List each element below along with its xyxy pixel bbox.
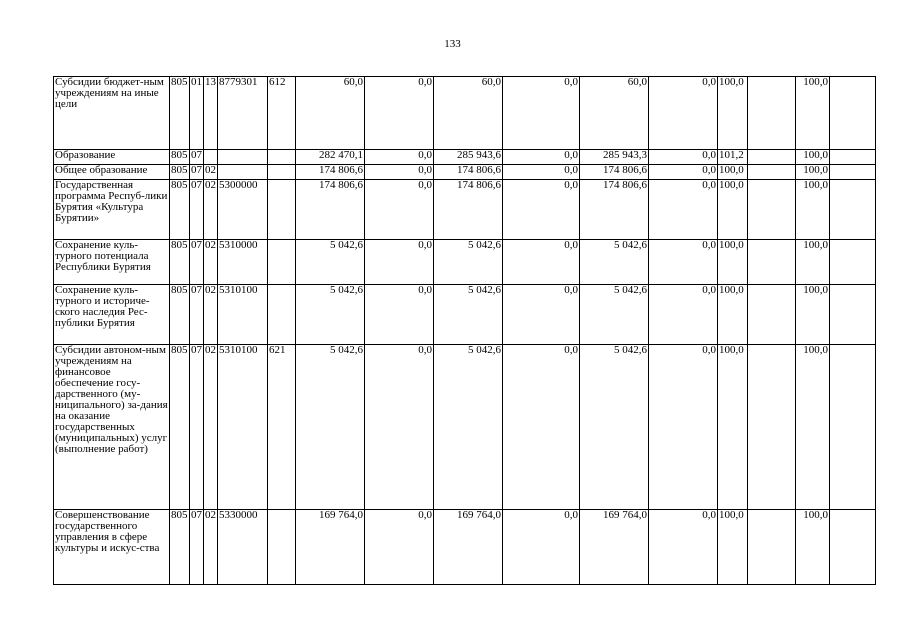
cell-percent: 100,0 xyxy=(718,285,748,345)
cell-value: 5 042,6 xyxy=(296,240,365,285)
cell-ministry: 805 xyxy=(170,77,190,150)
cell-percent: 100,0 xyxy=(718,345,748,510)
cell-value: 285 943,3 xyxy=(580,150,649,165)
cell-ministry: 805 xyxy=(170,285,190,345)
table-row xyxy=(54,345,876,510)
cell-section: 07 xyxy=(190,285,204,345)
cell-name: Государственная программа Респуб-лики Бурятия «Культура Бурятии» xyxy=(54,180,170,240)
cell-value: 0,0 xyxy=(649,77,718,150)
cell-name: Сохранение куль-турного потенциала Республики Бурятия xyxy=(54,240,170,285)
cell-empty xyxy=(830,285,876,345)
cell-value: 0,0 xyxy=(503,180,580,240)
budget-table xyxy=(53,76,876,585)
cell-value: 0,0 xyxy=(649,510,718,585)
cell-ministry: 805 xyxy=(170,150,190,165)
cell-percent: 100,0 xyxy=(718,510,748,585)
cell-empty xyxy=(748,77,796,150)
cell-percent: 100,0 xyxy=(718,165,748,180)
cell-percent: 100,0 xyxy=(718,77,748,150)
cell-target xyxy=(218,150,268,165)
cell-ministry: 805 xyxy=(170,240,190,285)
cell-value: 5 042,6 xyxy=(580,240,649,285)
cell-value: 0,0 xyxy=(365,240,434,285)
cell-value: 174 806,6 xyxy=(296,165,365,180)
cell-target: 5310000 xyxy=(218,240,268,285)
cell-percent: 100,0 xyxy=(796,345,830,510)
cell-name: Совершенствование государственного управления в сфере культуры и искус-ства xyxy=(54,510,170,585)
cell-value: 0,0 xyxy=(503,510,580,585)
cell-percent: 100,0 xyxy=(796,510,830,585)
cell-section: 07 xyxy=(190,345,204,510)
cell-value: 0,0 xyxy=(649,150,718,165)
cell-empty xyxy=(830,180,876,240)
cell-percent: 100,0 xyxy=(796,77,830,150)
cell-value: 174 806,6 xyxy=(296,180,365,240)
cell-value: 5 042,6 xyxy=(434,240,503,285)
cell-expense-type: 612 xyxy=(268,77,296,150)
cell-empty xyxy=(748,285,796,345)
cell-percent: 100,0 xyxy=(796,150,830,165)
cell-expense-type xyxy=(268,285,296,345)
cell-value: 60,0 xyxy=(296,77,365,150)
cell-section: 07 xyxy=(190,165,204,180)
table-row xyxy=(54,510,876,585)
cell-ministry: 805 xyxy=(170,165,190,180)
cell-empty xyxy=(830,240,876,285)
cell-name: Образование xyxy=(54,150,170,165)
cell-value: 0,0 xyxy=(365,150,434,165)
cell-value: 0,0 xyxy=(503,285,580,345)
cell-empty xyxy=(830,510,876,585)
cell-value: 5 042,6 xyxy=(580,285,649,345)
cell-value: 0,0 xyxy=(649,165,718,180)
cell-value: 169 764,0 xyxy=(434,510,503,585)
cell-value: 5 042,6 xyxy=(296,345,365,510)
cell-value: 0,0 xyxy=(365,285,434,345)
cell-subsection: 02 xyxy=(204,510,218,585)
cell-value: 0,0 xyxy=(649,240,718,285)
cell-section: 07 xyxy=(190,510,204,585)
cell-expense-type xyxy=(268,510,296,585)
cell-value: 0,0 xyxy=(503,150,580,165)
cell-ministry: 805 xyxy=(170,510,190,585)
cell-value: 0,0 xyxy=(365,345,434,510)
cell-subsection: 02 xyxy=(204,345,218,510)
cell-empty xyxy=(830,150,876,165)
cell-value: 0,0 xyxy=(649,180,718,240)
cell-value: 174 806,6 xyxy=(434,180,503,240)
cell-target: 5330000 xyxy=(218,510,268,585)
cell-value: 0,0 xyxy=(365,165,434,180)
cell-value: 0,0 xyxy=(365,180,434,240)
table-row xyxy=(54,165,876,180)
cell-empty xyxy=(748,345,796,510)
cell-target: 5310100 xyxy=(218,285,268,345)
cell-section: 07 xyxy=(190,240,204,285)
cell-value: 169 764,0 xyxy=(296,510,365,585)
cell-value: 0,0 xyxy=(649,285,718,345)
cell-value: 5 042,6 xyxy=(580,345,649,510)
cell-value: 0,0 xyxy=(365,77,434,150)
cell-value: 60,0 xyxy=(434,77,503,150)
cell-target: 5300000 xyxy=(218,180,268,240)
table-row xyxy=(54,285,876,345)
cell-percent: 100,0 xyxy=(796,165,830,180)
cell-value: 285 943,6 xyxy=(434,150,503,165)
cell-value: 174 806,6 xyxy=(434,165,503,180)
cell-value: 282 470,1 xyxy=(296,150,365,165)
cell-empty xyxy=(830,345,876,510)
cell-subsection: 02 xyxy=(204,180,218,240)
cell-empty xyxy=(830,77,876,150)
cell-value: 5 042,6 xyxy=(296,285,365,345)
cell-expense-type: 621 xyxy=(268,345,296,510)
cell-expense-type xyxy=(268,165,296,180)
cell-subsection: 02 xyxy=(204,165,218,180)
cell-value: 0,0 xyxy=(503,165,580,180)
cell-value: 0,0 xyxy=(649,345,718,510)
cell-name: Общее образование xyxy=(54,165,170,180)
cell-section: 01 xyxy=(190,77,204,150)
cell-value: 0,0 xyxy=(503,345,580,510)
table-row xyxy=(54,180,876,240)
cell-percent: 100,0 xyxy=(796,285,830,345)
cell-value: 0,0 xyxy=(365,510,434,585)
cell-subsection: 13 xyxy=(204,77,218,150)
cell-empty xyxy=(748,165,796,180)
cell-value: 0,0 xyxy=(503,77,580,150)
cell-percent: 100,0 xyxy=(796,240,830,285)
cell-ministry: 805 xyxy=(170,180,190,240)
cell-empty xyxy=(748,180,796,240)
cell-empty xyxy=(748,510,796,585)
cell-value: 0,0 xyxy=(503,240,580,285)
cell-ministry: 805 xyxy=(170,345,190,510)
cell-target xyxy=(218,165,268,180)
cell-percent: 100,0 xyxy=(718,240,748,285)
cell-expense-type xyxy=(268,240,296,285)
table-row xyxy=(54,77,876,150)
cell-empty xyxy=(830,165,876,180)
cell-name: Субсидии бюджет-ным учреждениям на иные цели xyxy=(54,77,170,150)
cell-name: Сохранение куль-турного и историче-ского наследия Рес-публики Бурятия xyxy=(54,285,170,345)
cell-section: 07 xyxy=(190,180,204,240)
cell-value: 5 042,6 xyxy=(434,345,503,510)
cell-target: 8779301 xyxy=(218,77,268,150)
cell-name: Субсидии автоном-ным учреждениям на финансовое обеспечение госу-дарственного (му-ниципального) за-дания на оказание государственных (муниципальных) услуг (выполнение работ) xyxy=(54,345,170,510)
table-row xyxy=(54,240,876,285)
cell-value: 60,0 xyxy=(580,77,649,150)
cell-target: 5310100 xyxy=(218,345,268,510)
cell-value: 174 806,6 xyxy=(580,165,649,180)
cell-value: 5 042,6 xyxy=(434,285,503,345)
cell-subsection: 02 xyxy=(204,240,218,285)
cell-empty xyxy=(748,240,796,285)
page-number: 133 xyxy=(444,38,461,50)
cell-value: 174 806,6 xyxy=(580,180,649,240)
table-row xyxy=(54,150,876,165)
cell-expense-type xyxy=(268,150,296,165)
cell-empty xyxy=(748,150,796,165)
cell-percent: 100,0 xyxy=(718,180,748,240)
cell-subsection xyxy=(204,150,218,165)
cell-subsection: 02 xyxy=(204,285,218,345)
cell-percent: 100,0 xyxy=(796,180,830,240)
cell-section: 07 xyxy=(190,150,204,165)
cell-value: 169 764,0 xyxy=(580,510,649,585)
cell-expense-type xyxy=(268,180,296,240)
cell-percent: 101,2 xyxy=(718,150,748,165)
